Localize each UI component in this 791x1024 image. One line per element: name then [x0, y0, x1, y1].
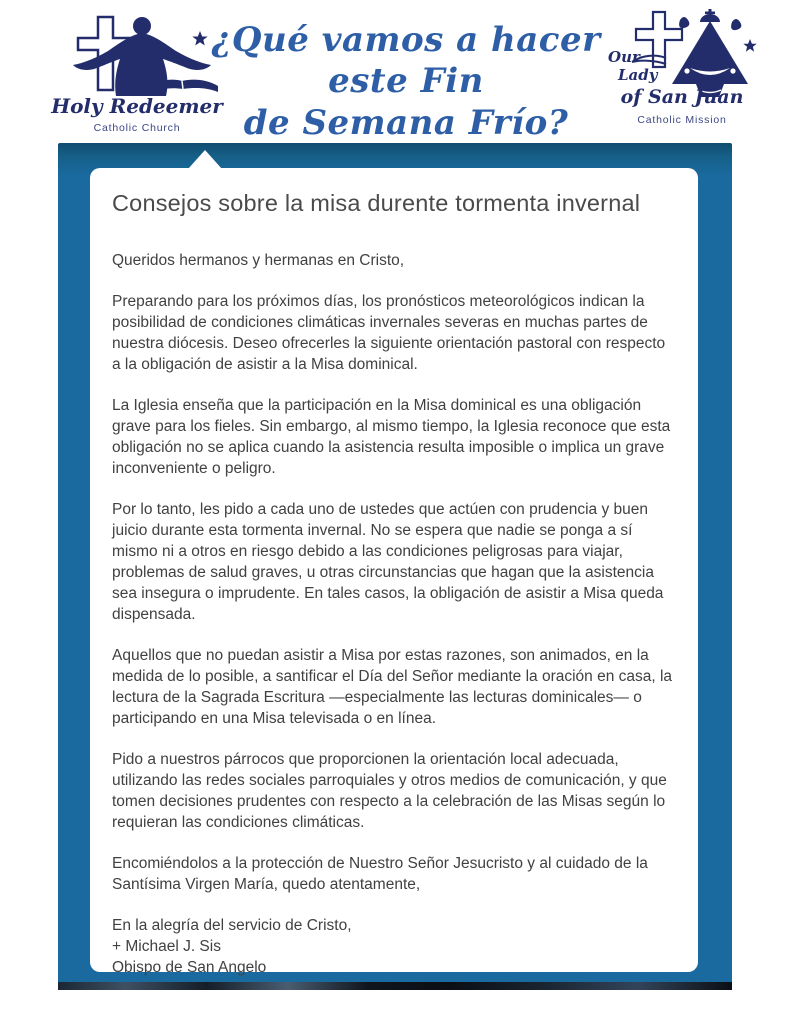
signature-block [112, 915, 676, 978]
signature-closing: En la alegría del servicio de Cristo, [112, 917, 352, 934]
letter-paragraph: Por lo tanto, les pido a cada uno de ustedes que actúen con prudencia y buen juicio durante esta tormenta invernal. No se espera que nadie se ponga a sí mismo ni a otros en riesgo debido a las condiciones peligrosas para viajar, problemas de salud graves, u otras circunstancias que hagan que la asistencia sea insegura o imprudente. En tales casos, la obligación de asistir a Misa queda dispensada. [112, 501, 664, 623]
letter-paragraph: Pido a nuestros párrocos que proporcionen la orientación local adecuada, utilizando las redes sociales parroquiales y otros medios de comunicación, y que tomen decisiones prudentes con respecto a la celebración de las Misas según lo requieran las condiciones climáticas. [112, 751, 667, 831]
blue-banner [58, 143, 732, 990]
logo-subtitle: Catholic Church [93, 122, 181, 134]
our-lady-san-juan-logo [606, 8, 758, 142]
letter-paragraph: Queridos hermanos y hermanas en Cristo, [112, 252, 405, 269]
page-title-line1: ¿Qué vamos a hacer este Fin [211, 20, 601, 102]
letter-paragraph: Preparando para los próximos días, los pronósticos meteorológicos indican la posibilidad de condiciones climáticas invernales severas en muchas partes de nuestra diócesis. Deseo ofrecerles la siguiente orientación pastoral con respecto a la obligación de asistir a la Misa dominical. [112, 293, 666, 373]
angel-icon [679, 17, 689, 28]
angel-icon [731, 19, 741, 30]
cross-icon [636, 12, 682, 67]
page-title-line2: de Semana Frío? [243, 102, 569, 143]
letter-paragraph: Encomiéndolos a la protección de Nuestro Señor Jesucristo y al cuidado de la Santísima Virgen María, quedo atentamente, [112, 855, 648, 893]
letter-body [112, 250, 676, 895]
logo-title-lady: Lady [618, 66, 658, 84]
letter-heading: Consejos sobre la misa durente tormenta invernal [112, 190, 641, 216]
signature-name: + Michael J. Sis [112, 938, 221, 955]
logo-subtitle: Catholic Mission [637, 114, 727, 126]
star-icon [743, 39, 756, 52]
letter-paragraph: Aquellos que no puedan asistir a Misa por estas razones, son animados, en la medida de lo posible, a santificar el Día del Señor mediante la oración en casa, la lectura de la Sagrada Escritura —especialmente las lecturas dominicales— o participando en una Misa televisada o en línea. [112, 647, 673, 727]
logo-title-of-san-juan: of San Juan [620, 86, 744, 108]
header [0, 0, 791, 143]
signature-title: Obispo de San Angelo [112, 959, 267, 976]
logo-title: Holy Redeemer [51, 94, 223, 118]
card-notch [188, 150, 222, 169]
logo-title-our: Our [608, 48, 640, 66]
bottom-photo-strip [58, 982, 732, 990]
letter-card [90, 168, 698, 976]
letter-paragraph: La Iglesia enseña que la participación en la Misa dominical es una obligación grave para los fieles. Sin embargo, al mismo tiempo, la Iglesia reconoce que esta obligación no se aplica cuando la asistencia resulta imposible o implica un grave inconveniente o peligro. [112, 397, 671, 477]
page-title [200, 20, 612, 144]
